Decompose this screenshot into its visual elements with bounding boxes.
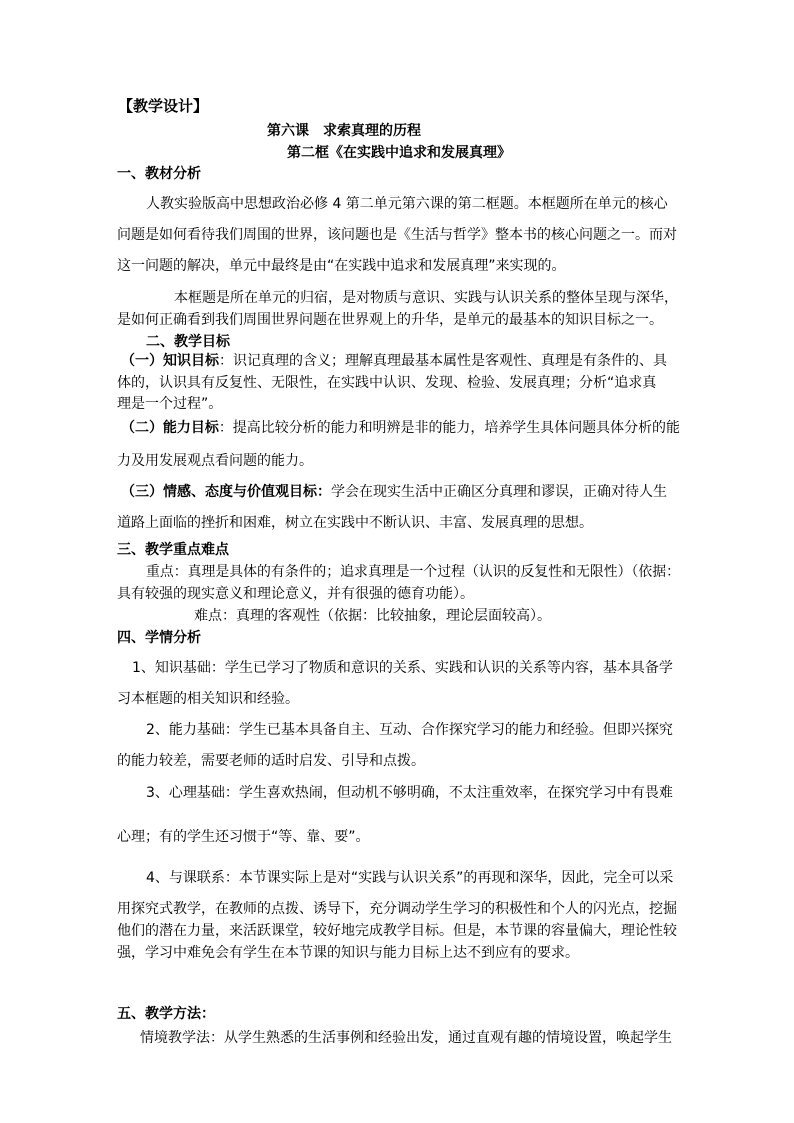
paragraph-line	[121, 418, 680, 438]
paragraph-line: 重点：真理是具体的有条件的；追求真理是一个过程（认识的反复性和无限性）（依据：	[146, 564, 680, 580]
objective-label-knowledge: （一）知识目标	[121, 353, 219, 369]
paragraph-line: 用探究式教学，在教师的点拨、诱导下，充分调动学生学习的积极性和个人的闪光点，挖掘	[117, 901, 677, 917]
heading-student-analysis: 四、学情分析	[117, 630, 201, 646]
paragraph-line: 人教实验版高中思想政治必修 4 第二单元第六课的第二框题。本框题所在单元的核心	[146, 196, 668, 212]
paragraph-line: 习本框题的相关知识和经验。	[117, 691, 299, 707]
paragraph-line: 体的，认识具有反复性、无限性，在实践中认识、发现、检验、发展真理；分析“追求真	[117, 375, 657, 391]
paragraph-line: 2、能力基础：学生已基本具备自主、互动、合作探究学习的能力和经验。但即兴探究	[146, 722, 673, 738]
paragraph-line: 的能力较差，需要老师的适时启发、引导和点拨。	[117, 753, 425, 769]
paragraph-line: 力及用发展观点看问题的能力。	[117, 453, 313, 469]
paragraph-line: 4、与课联系：本节课实际上是对“实践与认识关系”的再现和深华，因此，完全可以采	[146, 870, 674, 886]
paragraph-line: 理是一个过程”。	[117, 396, 223, 412]
heading-teaching-methods: 五、教学方法：	[117, 1006, 215, 1022]
heading-teaching-objectives: 二、教学目标	[146, 334, 230, 350]
paragraph-line: 强，学习中难免会有学生在本节课的知识与能力目标上达不到应有的要求。	[117, 945, 579, 961]
lesson-title: 第六课 求索真理的历程	[267, 123, 421, 139]
paragraph-line: 本框题是所在单元的归宿，是对物质与意识、实践与认识关系的整体呈现与深华，	[174, 290, 678, 306]
heading-textbook-analysis: 一、教材分析	[117, 166, 201, 182]
paragraph-line	[121, 482, 667, 502]
objective-text: ：提高比较分析的能力和明辨是非的能力，培养学生具体问题具体分析的能	[218, 420, 680, 436]
paragraph-line: 这一问题的解决，单元中最终是由“在实践中追求和发展真理”来实现的。	[117, 258, 566, 274]
objective-label-emotion: （三）情感、态度与价值观目标：	[121, 484, 331, 500]
document-label: 【教学设计】	[118, 97, 209, 115]
objective-label-ability: （二）能力目标	[121, 420, 219, 436]
paragraph-line	[121, 351, 667, 371]
paragraph-line: 心理；有的学生还习惯于“等、靠、要”。	[117, 829, 370, 845]
paragraph-line: 具有较强的现实意义和理论意义，并有很强的德育功能）。	[117, 586, 474, 602]
paragraph-line: 情境教学法：从学生熟悉的生活事例和经验出发，通过直观有趣的情境设置，唤起学生	[140, 1030, 672, 1046]
paragraph-line: 道路上面临的挫折和困难，树立在实践中不断认识、丰富、发展真理的思想。	[117, 515, 593, 531]
paragraph-line: 他们的潜在力量，来活跃课堂，较好地完成教学目标。但是，本节课的容量偏大，理论性较	[117, 923, 677, 939]
paragraph-line: 3、心理基础：学生喜欢热闹，但动机不够明确，不太注重效率，在探究学习中有畏难	[146, 785, 673, 801]
section-title: 第二框《在实践中追求和发展真理》	[287, 145, 511, 161]
paragraph-line: 1、知识基础：学生已学习了物质和意识的关系、实践和认识的关系等内容，基本具备学	[132, 660, 673, 676]
objective-text: 学会在现实生活中正确区分真理和谬误，正确对待人生	[331, 484, 667, 500]
paragraph-line: 问题是如何看待我们周围的世界，该问题也是《生活与哲学》整本书的核心问题之一。而对	[117, 227, 677, 243]
paragraph-line: 是如何正确看到我们周围世界问题在世界观上的升华，是单元的最基本的知识目标之一。	[117, 312, 663, 328]
paragraph-line: 难点：真理的客观性（依据：比较抽象，理论层面较高）。	[194, 608, 551, 624]
heading-key-points: 三、教学重点难点	[117, 542, 229, 558]
objective-text: ：识记真理的含义；理解真理最基本属性是客观性、真理是有条件的、具	[219, 353, 667, 369]
